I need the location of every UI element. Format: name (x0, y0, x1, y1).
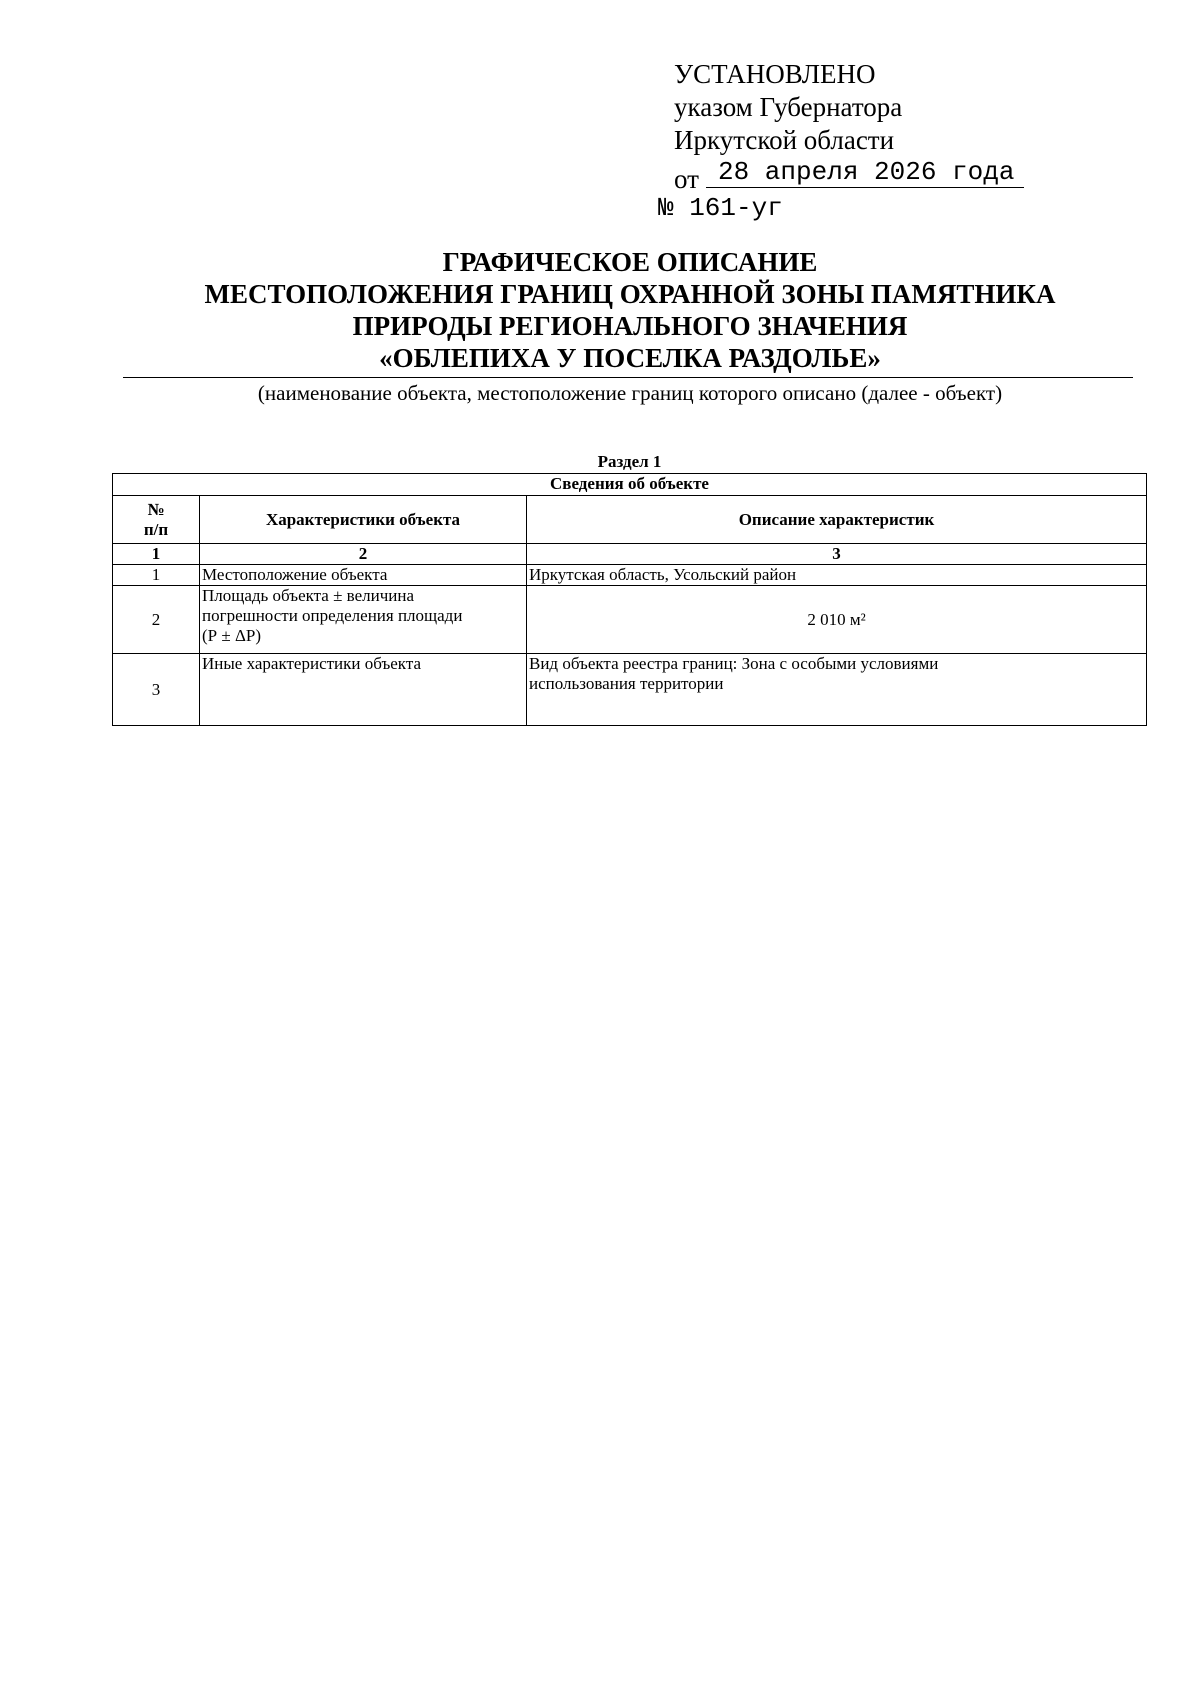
approval-number: № 161-уг (658, 193, 783, 223)
row-characteristic-line: Площадь объекта ± величина (202, 586, 415, 605)
table-row (113, 654, 1147, 726)
title-line-4: «ОБЛЕПИХА У ПОСЕЛКА РАЗДОЛЬЕ» (379, 343, 881, 373)
column-number-2: 2 (200, 544, 527, 565)
table-row (113, 565, 1147, 586)
table-title: Сведения об объекте (113, 474, 1147, 496)
row-description (527, 654, 1147, 726)
header-characteristics: Характеристики объекта (200, 496, 527, 544)
approval-region: Иркутской области (674, 125, 895, 155)
title-line-3: ПРИРОДЫ РЕГИОНАЛЬНОГО ЗНАЧЕНИЯ (352, 311, 908, 341)
approval-stamp (658, 58, 1015, 223)
column-number-row (113, 544, 1147, 565)
row-number: 2 (113, 586, 200, 654)
title-caption: (наименование объекта, местоположение границ которого описано (далее - объект) (257, 381, 1003, 405)
row-characteristic: Местоположение объекта (200, 565, 527, 586)
row-description: Иркутская область, Усольский район (527, 565, 1147, 586)
row-characteristic (200, 586, 527, 654)
approval-date: 28 апреля 2026 года (706, 157, 1024, 188)
row-number: 3 (113, 654, 200, 726)
header-description: Описание характеристик (527, 496, 1147, 544)
title-line-2: МЕСТОПОЛОЖЕНИЯ ГРАНИЦ ОХРАННОЙ ЗОНЫ ПАМЯТНИКА (204, 279, 1056, 309)
header-number-symbol: № (147, 499, 165, 519)
approval-date-row (674, 157, 1015, 194)
document-title (120, 246, 1140, 374)
column-number-1: 1 (113, 544, 200, 565)
column-number-3: 3 (527, 544, 1147, 565)
row-description-line: использования территории (529, 674, 724, 693)
table-title-row (113, 474, 1147, 496)
approval-decree: указом Губернатора (674, 92, 903, 122)
header-number-abbr: п/п (143, 519, 169, 539)
row-characteristic: Иные характеристики объекта (200, 654, 527, 726)
header-number (113, 496, 200, 544)
row-number: 1 (113, 565, 200, 586)
title-underline (123, 377, 1133, 378)
table-header-row (113, 496, 1147, 544)
object-info-table (112, 473, 1147, 726)
row-description: 2 010 м² (527, 586, 1147, 654)
row-description-line: Вид объекта реестра границ: Зона с особыми условиями (529, 654, 939, 673)
section-label: Раздел 1 (597, 452, 662, 471)
approval-date-prefix: от (674, 164, 699, 194)
row-characteristic-line: погрешности определения площади (202, 606, 463, 625)
table-row (113, 586, 1147, 654)
row-characteristic-line: (Р ± ΔР) (202, 626, 261, 645)
approval-established: УСТАНОВЛЕНО (674, 59, 876, 89)
title-line-1: ГРАФИЧЕСКОЕ ОПИСАНИЕ (442, 247, 818, 277)
